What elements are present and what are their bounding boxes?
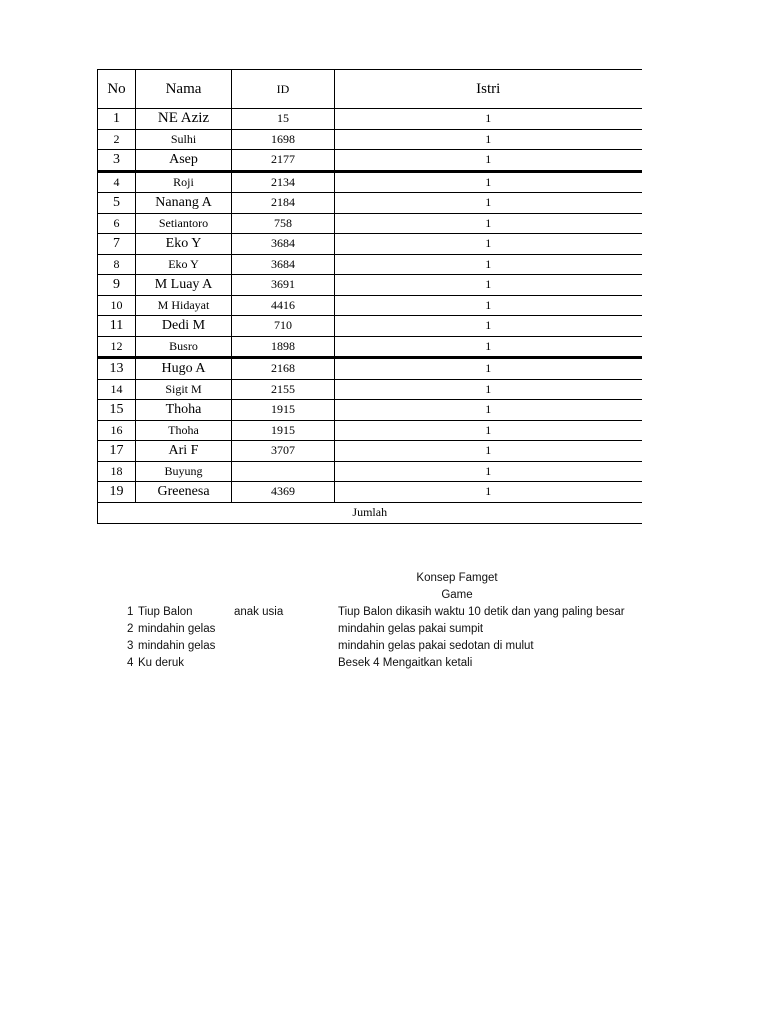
cell-id	[232, 461, 335, 482]
notes-item-extra: anak usia	[234, 606, 284, 618]
cell-istri: 1	[335, 336, 642, 358]
cell-no: 17	[98, 441, 136, 462]
cell-id: 758	[232, 213, 335, 234]
notes-item-desc: Besek 4 Mengaitkan ketali	[338, 657, 473, 669]
table-row	[98, 441, 642, 462]
cell-id: 2134	[232, 171, 335, 193]
cell-id: 2155	[232, 379, 335, 400]
table-row	[98, 400, 642, 421]
cell-id: 1898	[232, 336, 335, 358]
cell-istri: 1	[335, 109, 642, 130]
cell-id: 4369	[232, 482, 335, 503]
cell-istri: 1	[335, 420, 642, 441]
cell-istri: 1	[335, 400, 642, 421]
header-id: ID	[232, 70, 335, 109]
notes-item-name: Tiup Balon	[138, 606, 193, 618]
cell-id: 4416	[232, 295, 335, 316]
notes-item-num: 1	[127, 606, 134, 618]
cell-nama: M Hidayat	[136, 295, 232, 316]
cell-istri: 1	[335, 150, 642, 172]
header-nama: Nama	[136, 70, 232, 109]
cell-istri: 1	[335, 379, 642, 400]
table-row	[98, 420, 642, 441]
cell-nama: Eko Y	[136, 254, 232, 275]
cell-istri: 1	[335, 295, 642, 316]
notes-item-desc: mindahin gelas pakai sedotan di mulut	[338, 640, 534, 652]
cell-id: 710	[232, 316, 335, 337]
cell-id: 3684	[232, 234, 335, 255]
table-row	[98, 171, 642, 193]
cell-no: 9	[98, 275, 136, 296]
cell-no: 13	[98, 358, 136, 380]
cell-no: 14	[98, 379, 136, 400]
table-row	[98, 336, 642, 358]
cell-no: 10	[98, 295, 136, 316]
table-row	[98, 316, 642, 337]
table-row	[98, 275, 642, 296]
table-row	[98, 129, 642, 150]
cell-istri: 1	[335, 461, 642, 482]
table-footer-row	[98, 502, 642, 523]
cell-no: 4	[98, 171, 136, 193]
cell-id: 2184	[232, 193, 335, 214]
cell-no: 1	[98, 109, 136, 130]
cell-no: 7	[98, 234, 136, 255]
cell-nama: Thoha	[136, 400, 232, 421]
cell-nama: Ari F	[136, 441, 232, 462]
cell-no: 6	[98, 213, 136, 234]
cell-nama: Sulhi	[136, 129, 232, 150]
cell-nama: Setiantoro	[136, 213, 232, 234]
cell-id: 2177	[232, 150, 335, 172]
cell-no: 8	[98, 254, 136, 275]
cell-no: 19	[98, 482, 136, 503]
notes-item-name: mindahin gelas	[138, 640, 216, 652]
table-row	[98, 461, 642, 482]
cell-istri: 1	[335, 234, 642, 255]
notes-item-name: mindahin gelas	[138, 623, 216, 635]
notes-item-desc: Tiup Balon dikasih waktu 10 detik dan yang paling besar	[338, 606, 625, 618]
cell-nama: Roji	[136, 171, 232, 193]
cell-id: 15	[232, 109, 335, 130]
cell-nama: Eko Y	[136, 234, 232, 255]
table-row	[98, 254, 642, 275]
cell-istri: 1	[335, 316, 642, 337]
cell-id: 3691	[232, 275, 335, 296]
cell-istri: 1	[335, 213, 642, 234]
cell-no: 16	[98, 420, 136, 441]
cell-istri: 1	[335, 171, 642, 193]
cell-id: 1915	[232, 400, 335, 421]
table-row	[98, 295, 642, 316]
cell-nama: Hugo A	[136, 358, 232, 380]
cell-no: 5	[98, 193, 136, 214]
jumlah-label: Jumlah	[98, 502, 642, 523]
cell-istri: 1	[335, 441, 642, 462]
table-row	[98, 150, 642, 172]
notes-item-num: 2	[127, 623, 134, 635]
cell-no: 3	[98, 150, 136, 172]
table-row	[98, 482, 642, 503]
cell-no: 15	[98, 400, 136, 421]
notes-item-name: Ku deruk	[138, 657, 185, 669]
cell-istri: 1	[335, 482, 642, 503]
header-istri: Istri	[335, 70, 642, 109]
cell-nama: Buyung	[136, 461, 232, 482]
cell-id: 2168	[232, 358, 335, 380]
cell-id: 3684	[232, 254, 335, 275]
table-row	[98, 213, 642, 234]
cell-id: 1915	[232, 420, 335, 441]
header-no: No	[98, 70, 136, 109]
table-row	[98, 379, 642, 400]
cell-nama: Thoha	[136, 420, 232, 441]
notes-subtitle: Game	[441, 589, 473, 601]
cell-nama: Asep	[136, 150, 232, 172]
cell-istri: 1	[335, 129, 642, 150]
notes-title: Konsep Famget	[416, 572, 498, 584]
cell-no: 11	[98, 316, 136, 337]
cell-istri: 1	[335, 275, 642, 296]
cell-nama: Sigit M	[136, 379, 232, 400]
cell-id: 1698	[232, 129, 335, 150]
cell-istri: 1	[335, 193, 642, 214]
cell-no: 18	[98, 461, 136, 482]
table-row	[98, 234, 642, 255]
table-row	[98, 358, 642, 380]
table-row	[98, 193, 642, 214]
cell-no: 2	[98, 129, 136, 150]
roster-table	[97, 69, 642, 524]
notes-item-desc: mindahin gelas pakai sumpit	[338, 623, 484, 635]
notes-item-num: 3	[127, 640, 134, 652]
table-header-row	[98, 70, 642, 109]
cell-no: 12	[98, 336, 136, 358]
cell-nama: Busro	[136, 336, 232, 358]
table-row	[98, 109, 642, 130]
cell-nama: Nanang A	[136, 193, 232, 214]
cell-nama: NE Aziz	[136, 109, 232, 130]
cell-nama: Greenesa	[136, 482, 232, 503]
cell-nama: Dedi M	[136, 316, 232, 337]
notes-item-num: 4	[127, 657, 134, 669]
cell-id: 3707	[232, 441, 335, 462]
cell-nama: M Luay A	[136, 275, 232, 296]
cell-istri: 1	[335, 254, 642, 275]
cell-istri: 1	[335, 358, 642, 380]
